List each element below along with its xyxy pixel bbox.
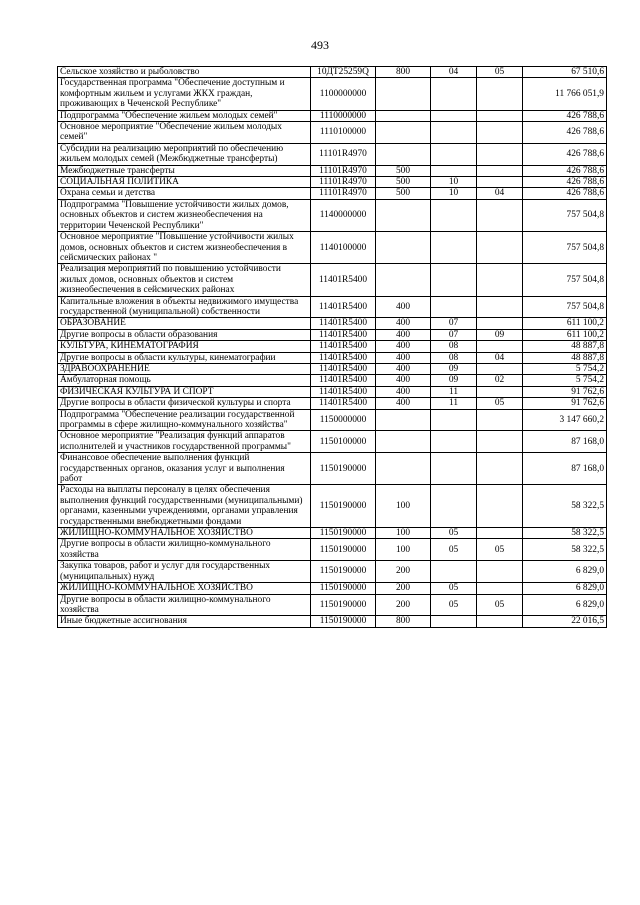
row-name-cell: ЖИЛИЩНО-КОММУНАЛЬНОЕ ХОЗЯЙСТВО (58, 583, 311, 594)
row-code-cell: 1150190000 (311, 453, 376, 485)
row-code-cell: 11401R5400 (311, 386, 376, 397)
row-vr-cell (376, 453, 431, 485)
row-rz-cell: 08 (431, 341, 477, 352)
row-vr-cell: 500 (376, 188, 431, 199)
table-row (58, 232, 607, 264)
row-pr-cell: 09 (477, 329, 523, 340)
row-rz-cell (431, 165, 477, 176)
row-name-cell: Охрана семьи и детства (58, 188, 311, 199)
row-name-cell: Подпрограмма "Обеспечение жильем молодых семей" (58, 110, 311, 121)
row-code-cell: 1150190000 (311, 594, 376, 616)
row-name-cell: Основное мероприятие "Реализация функций аппаратов исполнителей и участников государственной программы" (58, 431, 311, 453)
row-pr-cell (477, 616, 523, 627)
row-code-cell: 11101R4970 (311, 165, 376, 176)
row-vr-cell: 200 (376, 561, 431, 583)
row-name-cell: Основное мероприятие "Обеспечение жильем молодых семей" (58, 122, 311, 144)
row-code-cell: 1110100000 (311, 122, 376, 144)
row-sum-cell: 6 829,0 (523, 583, 607, 594)
row-vr-cell: 100 (376, 528, 431, 539)
row-rz-cell (431, 110, 477, 121)
row-sum-cell: 11 766 051,9 (523, 78, 607, 110)
table-row (58, 188, 607, 199)
row-vr-cell: 400 (376, 386, 431, 397)
table-row (58, 67, 607, 78)
row-pr-cell (477, 143, 523, 165)
row-sum-cell: 67 510,6 (523, 67, 607, 78)
budget-table (57, 66, 607, 628)
table-row (58, 561, 607, 583)
row-code-cell: 1150100000 (311, 431, 376, 453)
row-vr-cell: 800 (376, 616, 431, 627)
row-vr-cell (376, 122, 431, 144)
row-name-cell: СОЦИАЛЬНАЯ ПОЛИТИКА (58, 177, 311, 188)
row-name-cell: Субсидии на реализацию мероприятий по обеспечению жильем молодых семей (Межбюджетные трансферты) (58, 143, 311, 165)
row-rz-cell (431, 232, 477, 264)
row-rz-cell (431, 264, 477, 296)
row-sum-cell: 426 788,6 (523, 188, 607, 199)
row-pr-cell (477, 453, 523, 485)
row-sum-cell: 426 788,6 (523, 122, 607, 144)
row-pr-cell (477, 341, 523, 352)
row-vr-cell: 400 (376, 341, 431, 352)
table-row (58, 341, 607, 352)
row-sum-cell: 757 504,8 (523, 264, 607, 296)
row-pr-cell: 05 (477, 539, 523, 561)
row-name-cell: Закупка товаров, работ и услуг для государственных (муниципальных) нужд (58, 561, 311, 583)
row-code-cell: 1150190000 (311, 539, 376, 561)
row-rz-cell: 09 (431, 375, 477, 386)
row-rz-cell (431, 561, 477, 583)
row-name-cell: ОБРАЗОВАНИЕ (58, 318, 311, 329)
row-rz-cell: 05 (431, 539, 477, 561)
row-sum-cell: 426 788,6 (523, 143, 607, 165)
row-rz-cell: 05 (431, 594, 477, 616)
table-row (58, 143, 607, 165)
row-name-cell: Другие вопросы в области культуры, кинематографии (58, 352, 311, 363)
row-sum-cell: 58 322,5 (523, 485, 607, 528)
row-code-cell: 1150190000 (311, 583, 376, 594)
row-sum-cell: 426 788,6 (523, 177, 607, 188)
row-sum-cell: 5 754,2 (523, 363, 607, 374)
row-pr-cell: 04 (477, 352, 523, 363)
row-sum-cell: 58 322,5 (523, 528, 607, 539)
row-code-cell: 1150190000 (311, 616, 376, 627)
row-rz-cell: 09 (431, 363, 477, 374)
row-name-cell: Межбюджетные трансферты (58, 165, 311, 176)
row-vr-cell: 500 (376, 165, 431, 176)
row-pr-cell (477, 561, 523, 583)
row-pr-cell (477, 386, 523, 397)
row-sum-cell: 426 788,6 (523, 110, 607, 121)
row-pr-cell (477, 264, 523, 296)
table-row (58, 539, 607, 561)
row-pr-cell (477, 431, 523, 453)
row-sum-cell: 6 829,0 (523, 594, 607, 616)
row-pr-cell (477, 199, 523, 231)
row-rz-cell: 08 (431, 352, 477, 363)
row-vr-cell: 400 (376, 318, 431, 329)
row-pr-cell (477, 583, 523, 594)
table-row (58, 409, 607, 431)
table-row (58, 594, 607, 616)
row-vr-cell (376, 232, 431, 264)
table-row (58, 583, 607, 594)
row-sum-cell: 5 754,2 (523, 375, 607, 386)
row-vr-cell: 400 (376, 329, 431, 340)
row-rz-cell (431, 453, 477, 485)
row-code-cell: 1150190000 (311, 561, 376, 583)
row-rz-cell (431, 485, 477, 528)
row-rz-cell (431, 199, 477, 231)
row-pr-cell (477, 528, 523, 539)
row-name-cell: КУЛЬТУРА, КИНЕМАТОГРАФИЯ (58, 341, 311, 352)
row-name-cell: Сельское хозяйство и рыболовство (58, 67, 311, 78)
table-row (58, 199, 607, 231)
row-code-cell: 11401R5400 (311, 318, 376, 329)
table-row (58, 398, 607, 409)
row-code-cell: 11401R5400 (311, 341, 376, 352)
row-pr-cell (477, 165, 523, 176)
row-sum-cell: 757 504,8 (523, 296, 607, 318)
row-pr-cell (477, 78, 523, 110)
row-rz-cell: 05 (431, 528, 477, 539)
table-row (58, 177, 607, 188)
row-vr-cell (376, 110, 431, 121)
row-name-cell: Другие вопросы в области жилищно-коммунального хозяйства (58, 539, 311, 561)
row-rz-cell (431, 143, 477, 165)
row-vr-cell: 800 (376, 67, 431, 78)
row-sum-cell: 91 762,6 (523, 398, 607, 409)
table-row (58, 329, 607, 340)
row-code-cell: 11401R5400 (311, 296, 376, 318)
row-name-cell: Государственная программа "Обеспечение доступным и комфортным жильем и услугами ЖКХ граждан, проживающих в Чеченской Республике" (58, 78, 311, 110)
row-code-cell: 1140000000 (311, 199, 376, 231)
row-sum-cell: 3 147 660,2 (523, 409, 607, 431)
table-row (58, 122, 607, 144)
row-sum-cell: 6 829,0 (523, 561, 607, 583)
row-code-cell: 11101R4970 (311, 143, 376, 165)
row-name-cell: Расходы на выплаты персоналу в целях обеспечения выполнения функций государственными (муниципальными) органами, казенными учреждениями, органами управления государственными внебюджетными фондами (58, 485, 311, 528)
row-pr-cell: 05 (477, 398, 523, 409)
row-vr-cell (376, 409, 431, 431)
row-vr-cell: 200 (376, 583, 431, 594)
row-rz-cell: 05 (431, 583, 477, 594)
row-name-cell: Иные бюджетные ассигнования (58, 616, 311, 627)
row-rz-cell (431, 616, 477, 627)
row-rz-cell: 07 (431, 318, 477, 329)
table-row (58, 375, 607, 386)
row-code-cell: 1150000000 (311, 409, 376, 431)
row-sum-cell: 611 100,2 (523, 329, 607, 340)
row-vr-cell: 400 (376, 352, 431, 363)
row-rz-cell (431, 78, 477, 110)
row-pr-cell (477, 318, 523, 329)
table-row (58, 165, 607, 176)
row-pr-cell: 05 (477, 67, 523, 78)
table-row (58, 318, 607, 329)
table-row (58, 616, 607, 627)
table-row (58, 528, 607, 539)
row-code-cell: 10ДТ25259Q (311, 67, 376, 78)
row-rz-cell: 04 (431, 67, 477, 78)
row-pr-cell (477, 485, 523, 528)
table-row (58, 363, 607, 374)
row-vr-cell: 400 (376, 375, 431, 386)
table-row (58, 264, 607, 296)
table-row (58, 453, 607, 485)
row-sum-cell: 48 887,8 (523, 352, 607, 363)
table-row (58, 386, 607, 397)
budget-table-body (58, 67, 607, 628)
row-vr-cell (376, 431, 431, 453)
table-row (58, 110, 607, 121)
row-code-cell: 11401R5400 (311, 398, 376, 409)
row-rz-cell (431, 122, 477, 144)
row-code-cell: 1110000000 (311, 110, 376, 121)
row-vr-cell (376, 264, 431, 296)
row-code-cell: 11401R5400 (311, 375, 376, 386)
row-name-cell: Другие вопросы в области физической культуры и спорта (58, 398, 311, 409)
row-code-cell: 1150190000 (311, 528, 376, 539)
row-name-cell: Основное мероприятие "Повышение устойчивости жилых домов, основных объектов и систем жизнеобеспечения в сейсмических районах " (58, 232, 311, 264)
row-sum-cell: 87 168,0 (523, 431, 607, 453)
page-number: 493 (311, 38, 329, 52)
row-code-cell: 11101R4970 (311, 188, 376, 199)
row-vr-cell: 200 (376, 594, 431, 616)
row-sum-cell: 757 504,8 (523, 199, 607, 231)
row-name-cell: Финансовое обеспечение выполнения функций государственных органов, оказания услуг и выполнения работ (58, 453, 311, 485)
table-row (58, 296, 607, 318)
row-name-cell: Капитальные вложения в объекты недвижимого имущества государственной (муниципальной) собственности (58, 296, 311, 318)
row-vr-cell (376, 78, 431, 110)
row-rz-cell: 10 (431, 177, 477, 188)
row-pr-cell: 04 (477, 188, 523, 199)
row-sum-cell: 91 762,6 (523, 386, 607, 397)
row-vr-cell: 400 (376, 363, 431, 374)
row-rz-cell (431, 431, 477, 453)
row-name-cell: ЖИЛИЩНО-КОММУНАЛЬНОЕ ХОЗЯЙСТВО (58, 528, 311, 539)
table-row (58, 78, 607, 110)
row-vr-cell: 100 (376, 539, 431, 561)
row-pr-cell (477, 177, 523, 188)
table-row (58, 431, 607, 453)
row-name-cell: Подпрограмма "Обеспечение реализации государственной программы в сфере жилищно-коммунального хозяйства" (58, 409, 311, 431)
row-rz-cell (431, 296, 477, 318)
row-code-cell: 1150190000 (311, 485, 376, 528)
row-code-cell: 1100000000 (311, 78, 376, 110)
row-name-cell: Реализация мероприятий по повышению устойчивости жилых домов, основных объектов и систем жизнеобеспечения в сейсмических районах (58, 264, 311, 296)
row-sum-cell: 757 504,8 (523, 232, 607, 264)
row-rz-cell: 11 (431, 386, 477, 397)
row-pr-cell: 05 (477, 594, 523, 616)
row-sum-cell: 48 887,8 (523, 341, 607, 352)
row-sum-cell: 87 168,0 (523, 453, 607, 485)
table-row (58, 485, 607, 528)
row-vr-cell: 100 (376, 485, 431, 528)
row-sum-cell: 426 788,6 (523, 165, 607, 176)
row-pr-cell (477, 409, 523, 431)
row-pr-cell: 02 (477, 375, 523, 386)
row-pr-cell (477, 110, 523, 121)
row-code-cell: 1140100000 (311, 232, 376, 264)
row-name-cell: ЗДРАВООХРАНЕНИЕ (58, 363, 311, 374)
row-name-cell: Подпрограмма "Повышение устойчивости жилых домов, основных объектов и систем жизнеобеспечения на территории Чеченской Республики" (58, 199, 311, 231)
row-code-cell: 11401R5400 (311, 329, 376, 340)
row-pr-cell (477, 122, 523, 144)
row-name-cell: Другие вопросы в области образования (58, 329, 311, 340)
row-sum-cell: 22 016,5 (523, 616, 607, 627)
row-rz-cell: 07 (431, 329, 477, 340)
row-vr-cell (376, 143, 431, 165)
row-sum-cell: 58 322,5 (523, 539, 607, 561)
row-pr-cell (477, 363, 523, 374)
row-vr-cell: 500 (376, 177, 431, 188)
row-name-cell: ФИЗИЧЕСКАЯ КУЛЬТУРА И СПОРТ (58, 386, 311, 397)
row-code-cell: 11401R5400 (311, 352, 376, 363)
row-name-cell: Амбулаторная помощь (58, 375, 311, 386)
row-code-cell: 11401R5400 (311, 264, 376, 296)
row-pr-cell (477, 296, 523, 318)
row-vr-cell (376, 199, 431, 231)
row-rz-cell: 10 (431, 188, 477, 199)
row-name-cell: Другие вопросы в области жилищно-коммунального хозяйства (58, 594, 311, 616)
row-rz-cell (431, 409, 477, 431)
row-vr-cell: 400 (376, 398, 431, 409)
row-pr-cell (477, 232, 523, 264)
row-code-cell: 11101R4970 (311, 177, 376, 188)
row-rz-cell: 11 (431, 398, 477, 409)
row-sum-cell: 611 100,2 (523, 318, 607, 329)
row-vr-cell: 400 (376, 296, 431, 318)
table-row (58, 352, 607, 363)
row-code-cell: 11401R5400 (311, 363, 376, 374)
